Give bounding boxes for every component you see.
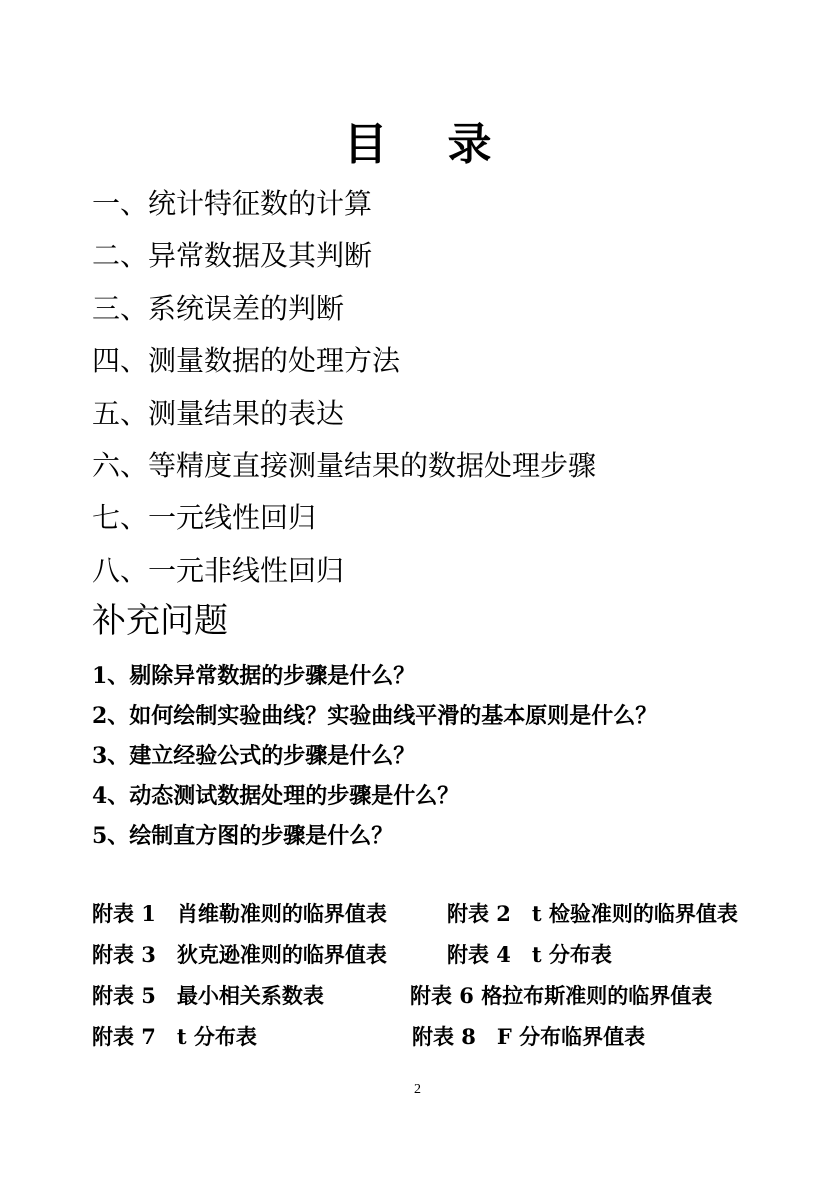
- appendix-table-2[interactable]: 附表 2 t 检验准则的临界值表: [447, 901, 738, 926]
- page-title-char-2: 录: [447, 119, 492, 170]
- toc-item-2[interactable]: 二、异常数据及其判断: [92, 239, 373, 273]
- appendix-table-7[interactable]: 附表 7 t 分布表: [92, 1024, 257, 1049]
- page-number: 2: [414, 1082, 421, 1097]
- table-of-contents: [92, 182, 596, 601]
- question-4[interactable]: 4、动态测试数据处理的步骤是什么？: [92, 783, 460, 809]
- appendix-table-5[interactable]: 附表 5 最小相关系数表: [92, 983, 324, 1008]
- page-title-char-1: 目: [343, 119, 388, 170]
- question-2[interactable]: 2、如何绘制实验曲线？实验曲线平滑的基本原则是什么？: [92, 703, 658, 729]
- supplement-questions: [92, 658, 657, 858]
- appendix-table-6[interactable]: 附表 6 格拉布斯准则的临界值表: [410, 983, 713, 1008]
- toc-item-6[interactable]: 六、等精度直接测量结果的数据处理步骤: [92, 448, 597, 482]
- question-5[interactable]: 5、绘制直方图的步骤是什么？: [92, 823, 394, 849]
- appendix-table-4[interactable]: 附表 4 t 分布表: [447, 942, 612, 967]
- toc-item-3[interactable]: 三、系统误差的判断: [92, 291, 345, 325]
- toc-item-5[interactable]: 五、测量结果的表达: [92, 396, 345, 430]
- toc-item-4[interactable]: 四、测量数据的处理方法: [92, 344, 401, 378]
- question-3[interactable]: 3、建立经验公式的步骤是什么？: [92, 743, 416, 769]
- appendix-table-8[interactable]: 附表 8 F 分布临界值表: [412, 1024, 646, 1049]
- toc-item-7[interactable]: 七、一元线性回归: [92, 501, 317, 535]
- toc-item-1[interactable]: 一、统计特征数的计算: [92, 187, 373, 220]
- toc-item-8[interactable]: 八、一元非线性回归: [92, 553, 345, 587]
- question-1[interactable]: 1、剔除异常数据的步骤是什么？: [92, 663, 416, 689]
- page-title: [0, 108, 835, 172]
- appendix-table-3[interactable]: 附表 3 狄克逊准则的临界值表: [92, 942, 387, 967]
- appendix-table-1[interactable]: 附表 1 肖维勒准则的临界值表: [92, 901, 387, 926]
- supplement-heading: 补充问题: [92, 601, 228, 641]
